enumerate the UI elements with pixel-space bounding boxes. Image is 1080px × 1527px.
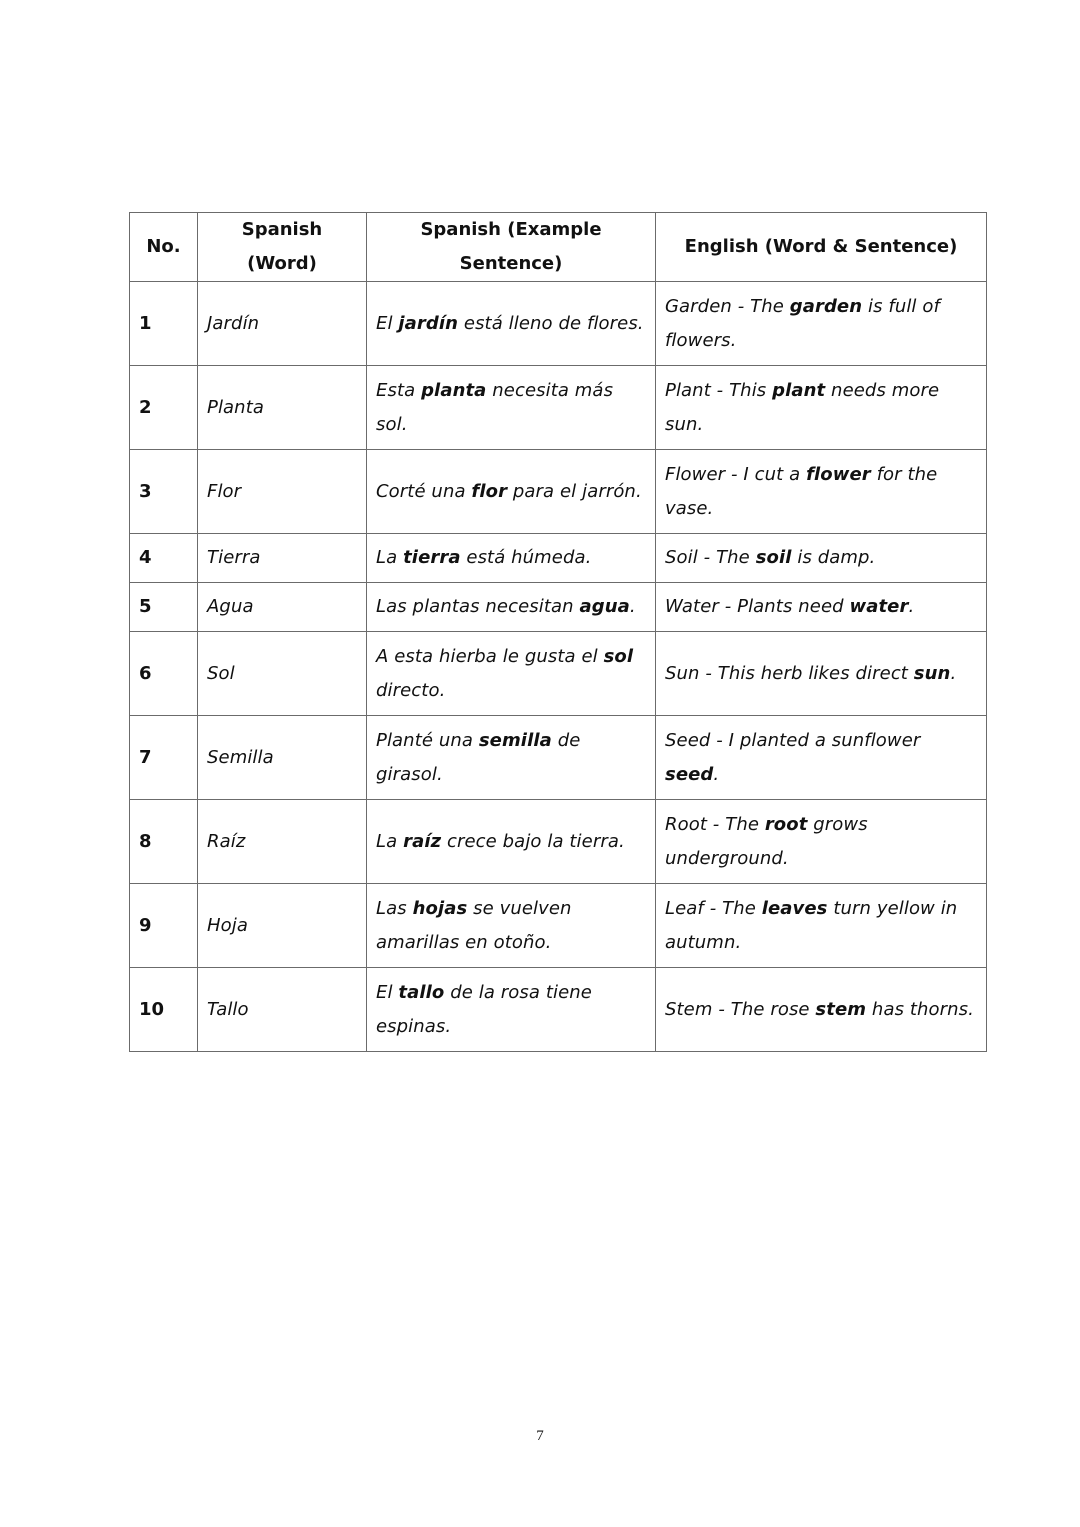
sentence-text: is damp. (791, 547, 876, 568)
sentence-text: . (950, 662, 957, 684)
row-number: 9 (130, 884, 198, 968)
highlighted-word: stem (815, 998, 867, 1020)
row-number: 7 (130, 716, 198, 800)
highlighted-word: jardín (398, 312, 459, 334)
spanish-word: Planta (198, 366, 367, 450)
row-number: 6 (130, 632, 198, 716)
sentence-text: Seed - I planted a sunflower (665, 729, 921, 751)
sentence-text: Leaf - The (665, 897, 762, 919)
sentence-text: crece bajo la tierra. (441, 830, 625, 852)
sentence-text: está húmeda. (460, 547, 592, 568)
sentence-text: Stem - The rose (665, 998, 816, 1020)
highlighted-word: sol (603, 645, 634, 667)
sentence-text: has thorns. (866, 998, 974, 1020)
table-row (130, 800, 987, 884)
row-number: 8 (130, 800, 198, 884)
table-row (130, 968, 987, 1052)
spanish-sentence (367, 583, 656, 632)
spanish-word: Tierra (198, 534, 367, 583)
spanish-sentence (367, 282, 656, 366)
highlighted-word: flower (806, 463, 871, 485)
sentence-text: directo. (376, 679, 446, 701)
highlighted-word: planta (421, 379, 487, 401)
highlighted-word: sun (913, 662, 951, 684)
highlighted-word: flor (471, 480, 508, 502)
sentence-text: de girasol. (376, 729, 581, 785)
sentence-text: . (908, 596, 915, 617)
sentence-text: Corté una (376, 480, 472, 502)
table-row (130, 632, 987, 716)
english-sentence (656, 968, 987, 1052)
sentence-text: Las plantas necesitan (376, 596, 580, 617)
english-sentence (656, 800, 987, 884)
sentence-text: A esta hierba le gusta el (376, 645, 604, 667)
highlighted-word: plant (772, 379, 826, 401)
spanish-word: Flor (198, 450, 367, 534)
spanish-word: Jardín (198, 282, 367, 366)
row-number: 1 (130, 282, 198, 366)
highlighted-word: seed (665, 763, 714, 785)
table-row (130, 884, 987, 968)
table-header-row (130, 213, 987, 282)
sentence-text: is full of flowers. (665, 295, 940, 351)
highlighted-word: soil (755, 547, 792, 568)
sentence-text: se vuelven amarillas en otoño. (376, 897, 572, 953)
table-body (130, 282, 987, 1052)
sentence-text: Flower - I cut a (665, 463, 807, 485)
highlighted-word: raíz (403, 830, 442, 852)
highlighted-word: leaves (761, 897, 828, 919)
sentence-text: . (713, 763, 720, 785)
english-sentence (656, 716, 987, 800)
highlighted-word: water (849, 596, 909, 617)
table-row (130, 534, 987, 583)
english-sentence (656, 366, 987, 450)
sentence-text: Plant - This (665, 379, 773, 401)
table-row (130, 450, 987, 534)
table-row (130, 716, 987, 800)
sentence-text: La (376, 547, 404, 568)
spanish-sentence (367, 968, 656, 1052)
spanish-sentence (367, 450, 656, 534)
row-number: 2 (130, 366, 198, 450)
sentence-text: para el jarrón. (507, 480, 642, 502)
row-number: 4 (130, 534, 198, 583)
sentence-text: turn yellow in autumn. (665, 897, 958, 953)
highlighted-word: tierra (403, 547, 461, 568)
sentence-text: Garden - The (665, 295, 790, 317)
english-sentence (656, 583, 987, 632)
sentence-text: está lleno de flores. (458, 312, 644, 334)
spanish-sentence (367, 884, 656, 968)
spanish-word: Semilla (198, 716, 367, 800)
sentence-text: Water - Plants need (665, 596, 850, 617)
highlighted-word: garden (789, 295, 863, 317)
header-spanish-word: Spanish (Word) (198, 213, 367, 282)
table-row (130, 366, 987, 450)
page-number: 7 (536, 1428, 544, 1444)
english-sentence (656, 450, 987, 534)
spanish-sentence (367, 366, 656, 450)
highlighted-word: tallo (398, 981, 445, 1003)
english-sentence (656, 282, 987, 366)
table-row (130, 282, 987, 366)
english-sentence (656, 632, 987, 716)
spanish-word: Tallo (198, 968, 367, 1052)
sentence-text: Las (376, 897, 413, 919)
spanish-word: Agua (198, 583, 367, 632)
table-row (130, 583, 987, 632)
spanish-word: Sol (198, 632, 367, 716)
header-number: No. (130, 213, 198, 282)
sentence-text: Soil - The (665, 547, 756, 568)
spanish-sentence (367, 534, 656, 583)
sentence-text: Esta (376, 379, 422, 401)
sentence-text: Planté una (376, 729, 479, 751)
row-number: 5 (130, 583, 198, 632)
spanish-sentence (367, 632, 656, 716)
english-sentence (656, 534, 987, 583)
highlighted-word: root (764, 813, 808, 835)
spanish-sentence (367, 800, 656, 884)
row-number: 3 (130, 450, 198, 534)
sentence-text: La (376, 830, 404, 852)
sentence-text: . (629, 596, 636, 617)
english-sentence (656, 884, 987, 968)
header-spanish-sentence: Spanish (Example Sentence) (367, 213, 656, 282)
header-english: English (Word & Sentence) (656, 213, 987, 282)
sentence-text: for the vase. (665, 463, 938, 519)
vocabulary-table (129, 212, 987, 1052)
spanish-sentence (367, 716, 656, 800)
sentence-text: needs more sun. (665, 379, 940, 435)
spanish-word: Hoja (198, 884, 367, 968)
sentence-text: Root - The (665, 813, 765, 835)
sentence-text: Sun - This herb likes direct (665, 662, 914, 684)
highlighted-word: semilla (478, 729, 552, 751)
sentence-text: El (376, 312, 399, 334)
highlighted-word: hojas (412, 897, 468, 919)
row-number: 10 (130, 968, 198, 1052)
highlighted-word: agua (579, 596, 630, 617)
sentence-text: de la rosa tiene espinas. (376, 981, 592, 1037)
sentence-text: El (376, 981, 399, 1003)
spanish-word: Raíz (198, 800, 367, 884)
sentence-text: grows underground. (665, 813, 868, 869)
sentence-text: necesita más sol. (376, 379, 614, 435)
